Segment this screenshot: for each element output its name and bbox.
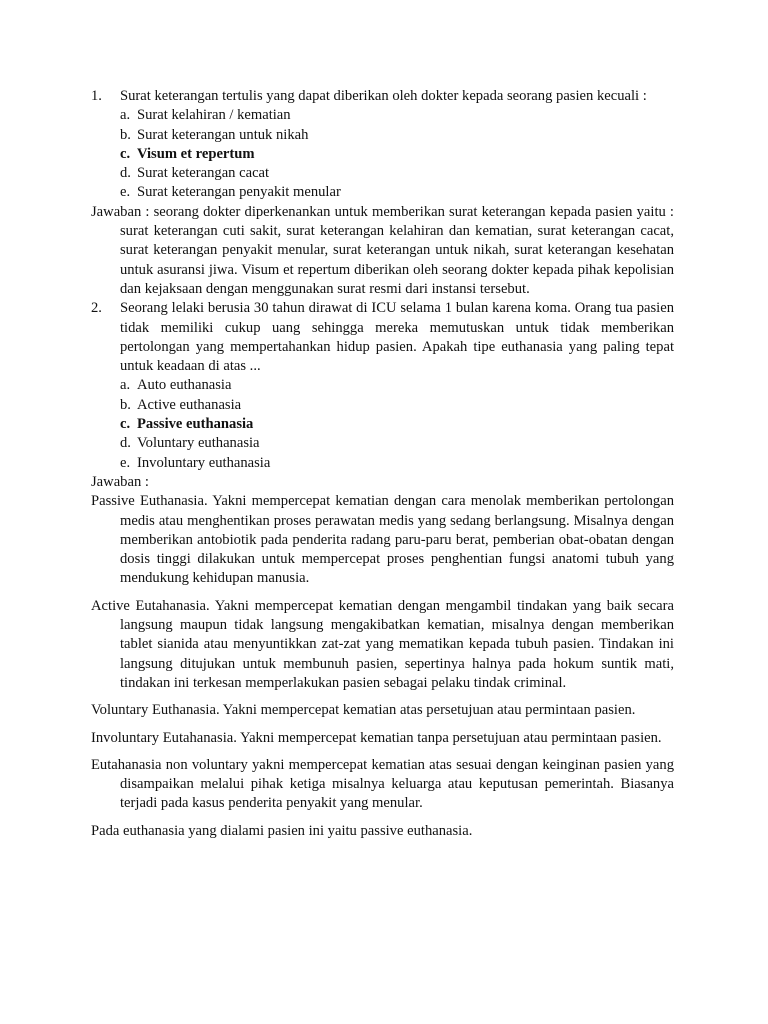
question-text: Surat keterangan tertulis yang dapat diberikan oleh dokter kepada seorang pasien kecuali : xyxy=(120,88,647,104)
conclusion-paragraph: Pada euthanasia yang dialami pasien ini yaitu passive euthanasia. xyxy=(91,822,473,839)
option-a: a. Surat kelahiran / kematian xyxy=(120,107,291,124)
question-1-options xyxy=(91,106,674,202)
question-2-options xyxy=(91,376,674,472)
question-number: 1. xyxy=(91,88,102,104)
option-d: d. Voluntary euthanasia xyxy=(120,435,260,452)
option-d: d. Surat keterangan cacat xyxy=(120,165,270,182)
option-e: e. Involuntary euthanasia xyxy=(120,454,271,471)
option-e: e. Surat keterangan penyakit menular xyxy=(120,184,341,201)
passive-euthanasia-paragraph: Passive Euthanasia. Yakni mempercepat kematian dengan cara menolak memberikan pertolongan medis atau menghentikan proses perawatan medis yang sedang berlangsung. Misalnya dengan memberikan antobiotik pada penderita radang paru-paru berat, pemberian obat-obatan dengan dosis tinggi dilakukan untuk mempercepat proses penghentian fungsi anatomi tubuh yang mendukung kehidupan manusia. xyxy=(91,493,674,587)
non-voluntary-euthanasia-paragraph: Eutahanasia non voluntary yakni mempercepat kematian atas sesuai dengan keinginan pasien yang disampaikan melalui pihak ketiga misalnya keluarga atau keputusan pemerintah. Biasanya terjadi pada kasus penderita penyakit yang menular. xyxy=(91,756,674,812)
document-content xyxy=(91,87,674,841)
question-2 xyxy=(91,299,674,376)
involuntary-euthanasia-paragraph: Involuntary Eutahanasia. Yakni mempercepat kematian tanpa persetujuan atau permintaan pasien. xyxy=(91,729,662,746)
voluntary-euthanasia-paragraph: Voluntary Euthanasia. Yakni mempercepat kematian atas persetujuan atau permintaan pasien. xyxy=(91,702,636,719)
question-1-answer: Jawaban : seorang dokter diperkenankan untuk memberikan surat keterangan kepada pasien yaitu : surat keterangan cuti sakit, surat keterangan kelahiran dan kematian, surat keterangan cacat, surat keterangan penyakit menular, surat keterangan untuk nikah, surat keterangan kesehatan untuk asuransi jiwa. Visum et repertum diberikan oleh seorang dokter kepada pihak kepolisian dan kejaksaan dengan menggunakan surat resmi dari instansi tersebut. xyxy=(91,203,674,297)
option-b: b. Active euthanasia xyxy=(120,396,242,413)
question-1 xyxy=(91,87,674,106)
option-c-correct: c. Visum et repertum xyxy=(120,145,255,162)
active-euthanasia-paragraph: Active Eutahanasia. Yakni mempercepat kematian dengan mengambil tindakan yang baik secara langsung maupun tidak langsung mengakibatkan kematian, misalnya dengan memberikan tablet sianida atau menyuntikkan zat-zat yang mematikan kepada tubuh pasien. Tindakan ini langsung ditujukan untuk membunuh pasien, sepertinya halnya pada hokum suntik mati, tindakan ini terkesan memperlakukan pasien sebagai pelaku tindak criminal. xyxy=(91,597,674,691)
question-text: Seorang lelaki berusia 30 tahun dirawat di ICU selama 1 bulan karena koma. Orang tua pasien tidak memiliki cukup uang sehingga mereka memutuskan untuk tidak memberikan pertolongan yang mempertahankan hidup pasien. Apakah tipe euthanasia yang paling tepat untuk keadaan di atas ... xyxy=(120,300,674,375)
answer-label: Jawaban : xyxy=(91,473,149,490)
option-c-correct: c. Passive euthanasia xyxy=(120,416,254,433)
question-number: 2. xyxy=(91,300,102,317)
option-b: b. Surat keterangan untuk nikah xyxy=(120,126,309,143)
option-a: a. Auto euthanasia xyxy=(120,377,232,394)
